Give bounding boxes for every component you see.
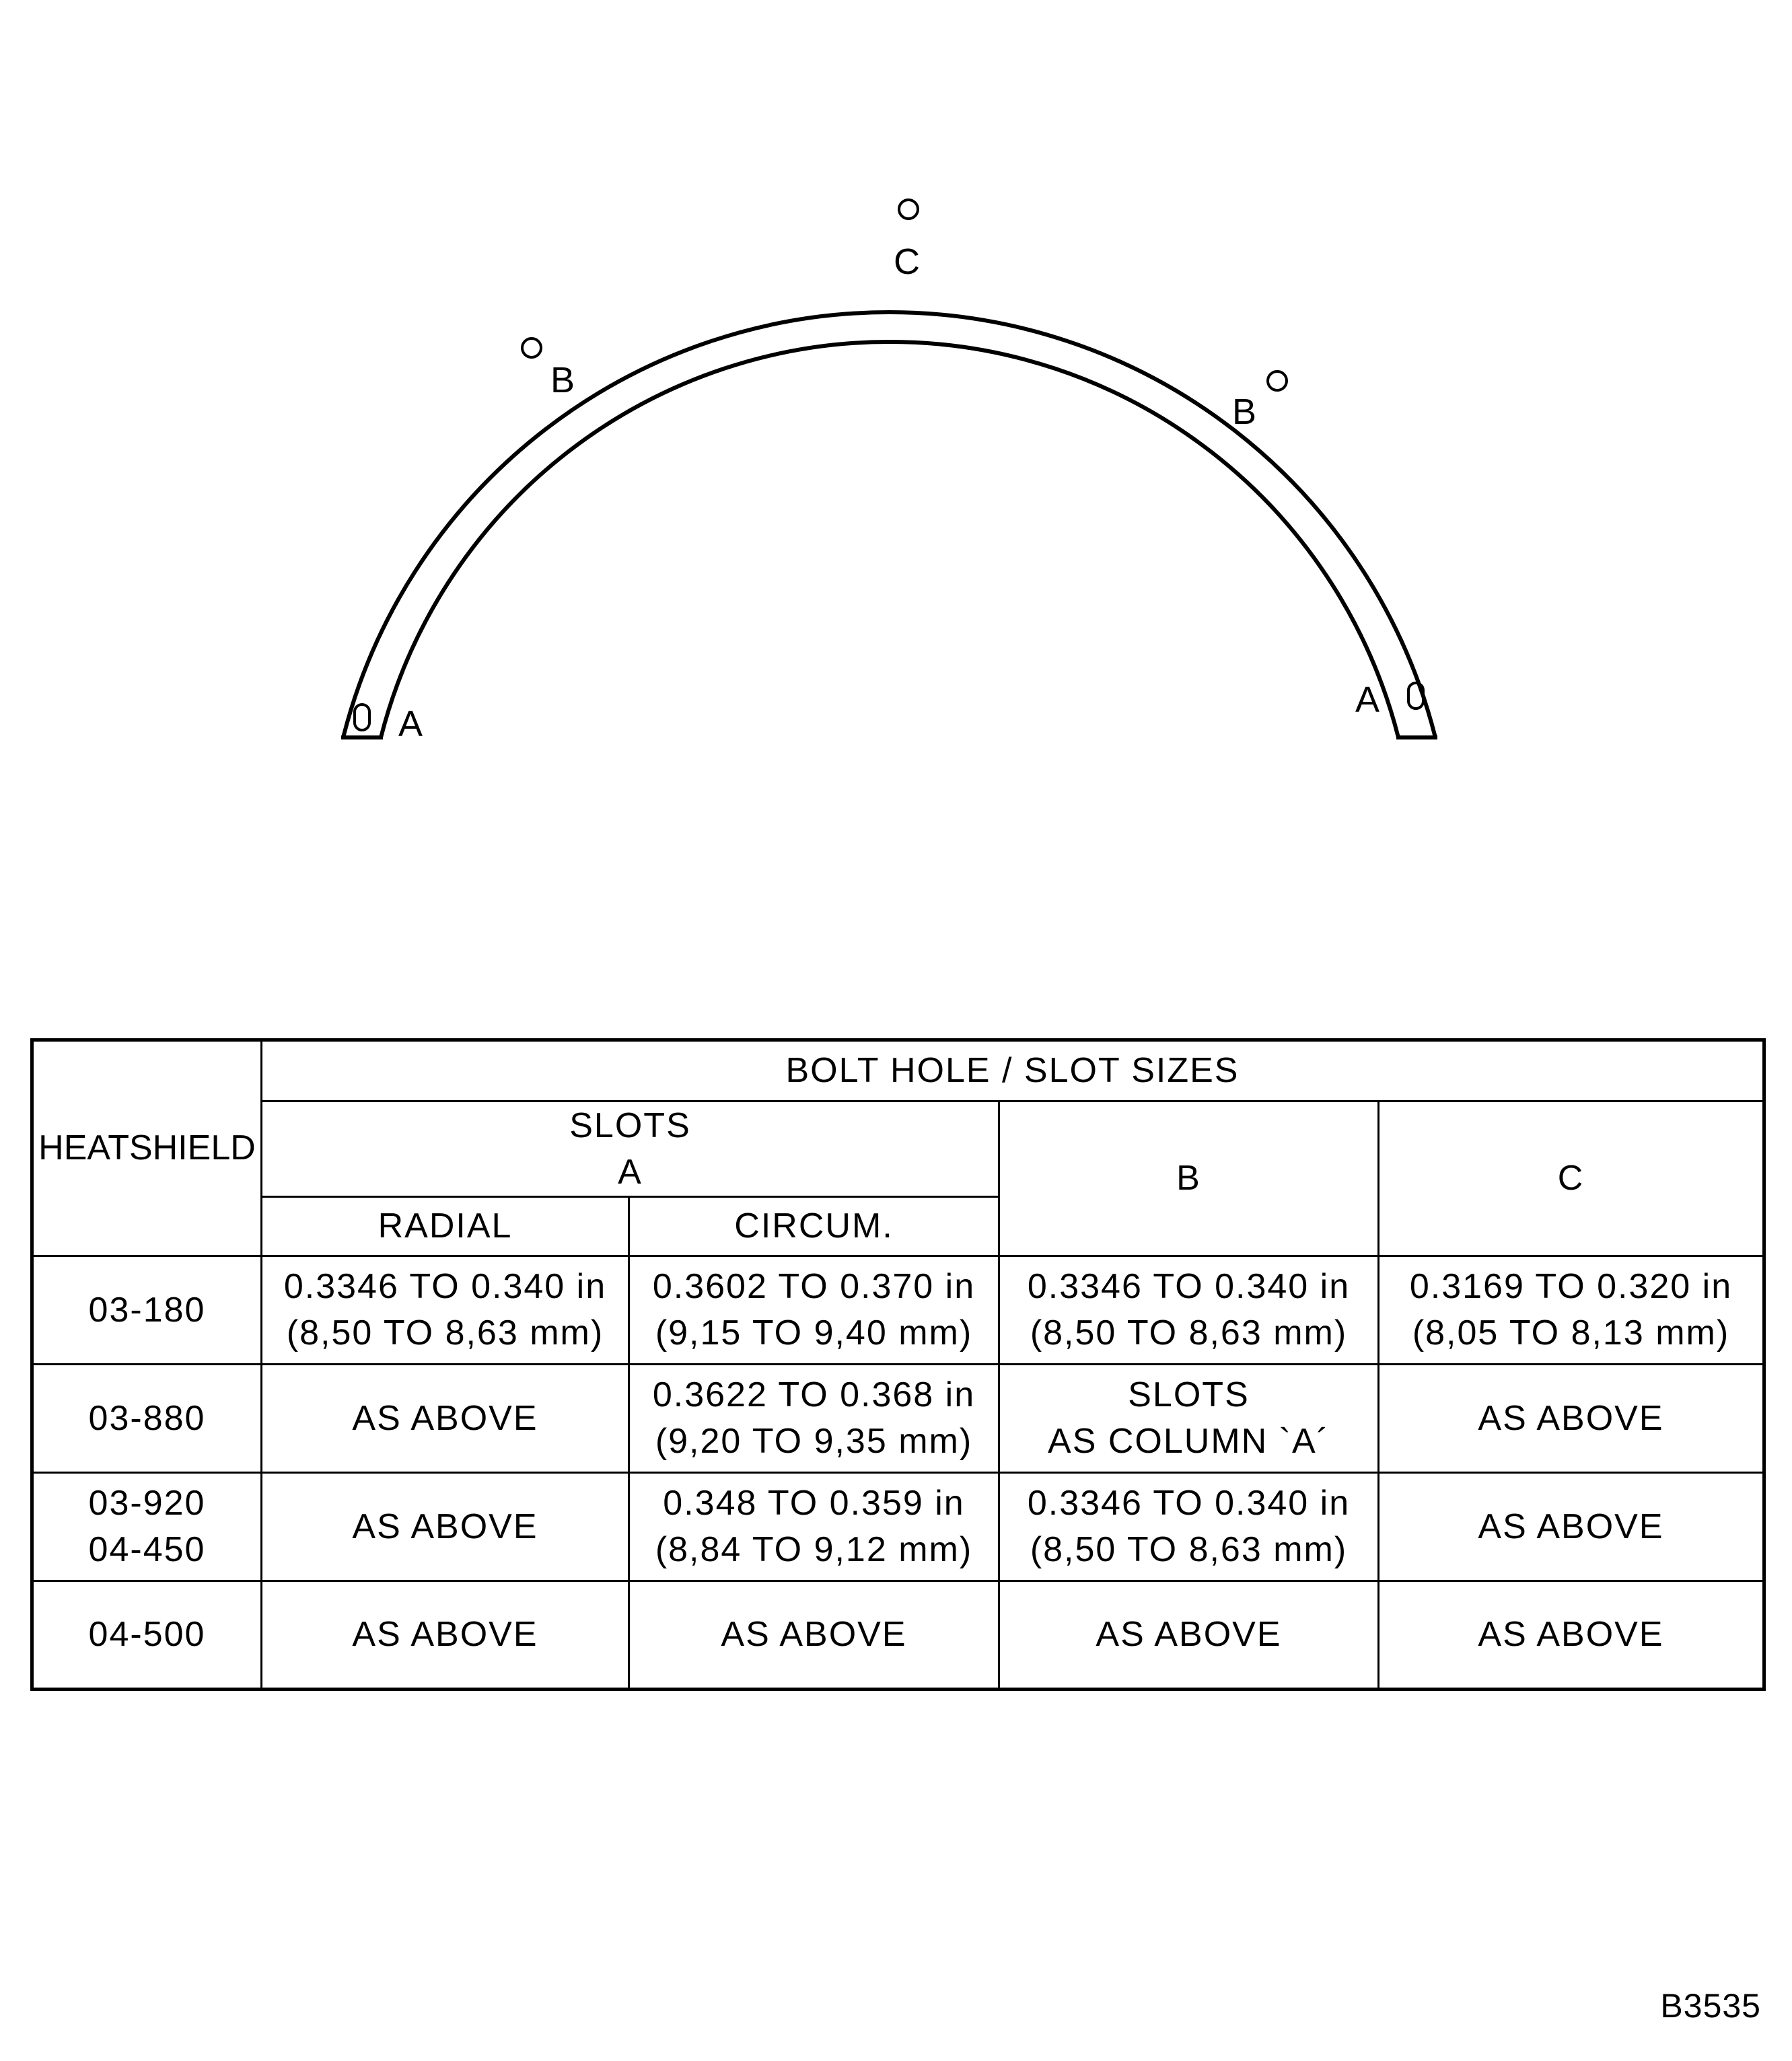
cell-radial-line: 0.3346 TO 0.340 in	[283, 1267, 607, 1307]
cell-circum-line: (8,84 TO 9,12 mm)	[655, 1530, 973, 1569]
label-c-top: C	[894, 242, 920, 282]
slots-a-header-line-2: A	[618, 1152, 643, 1192]
cell-b	[999, 1365, 1379, 1473]
cell-c	[1379, 1256, 1764, 1365]
label-a-left: A	[398, 704, 423, 744]
slots-a-header-line-1: SLOTS	[569, 1106, 691, 1145]
cell-c	[1379, 1581, 1764, 1690]
cell-heatshield-line: 04-500	[88, 1615, 206, 1655]
cell-heatshield-line: 03-920	[88, 1484, 206, 1523]
cell-heatshield	[32, 1365, 262, 1473]
cell-circum-line: AS ABOVE	[721, 1615, 907, 1655]
cell-radial	[262, 1256, 629, 1365]
cell-c-line: AS ABOVE	[1478, 1398, 1664, 1438]
cell-heatshield	[32, 1473, 262, 1581]
cell-heatshield	[32, 1256, 262, 1365]
heatshield-outer-edge	[343, 312, 1435, 737]
cell-circum-line: (9,15 TO 9,40 mm)	[655, 1313, 973, 1352]
cell-circum	[629, 1365, 999, 1473]
cell-b-line: AS ABOVE	[1096, 1615, 1282, 1655]
heatshield-diagram	[0, 0, 1792, 875]
cell-circum	[629, 1581, 999, 1690]
cell-b-line: (8,50 TO 8,63 mm)	[1030, 1313, 1348, 1352]
cell-heatshield	[32, 1581, 262, 1690]
label-b-left: B	[550, 360, 575, 400]
cell-b-line: 0.3346 TO 0.340 in	[1027, 1267, 1351, 1307]
cell-circum	[629, 1473, 999, 1581]
cell-radial-line: (8,50 TO 8,63 mm)	[286, 1313, 604, 1352]
table-row	[32, 1581, 1764, 1690]
circum-column-header: CIRCUM.	[629, 1197, 999, 1256]
slot-a-left	[355, 704, 369, 730]
cell-radial-line: AS ABOVE	[352, 1615, 538, 1655]
cell-circum-line: 0.3602 TO 0.370 in	[652, 1267, 976, 1307]
bolt-hole-slot-sizes-header: BOLT HOLE / SLOT SIZES	[262, 1040, 1764, 1101]
cell-heatshield-line: 04-450	[88, 1530, 206, 1569]
cell-circum	[629, 1256, 999, 1365]
hole-b-right	[1268, 371, 1287, 390]
cell-circum-line: 0.3622 TO 0.368 in	[652, 1375, 976, 1415]
cell-c-line: (8,05 TO 8,13 mm)	[1412, 1313, 1730, 1352]
cell-radial-line: AS ABOVE	[352, 1507, 538, 1546]
cell-radial-line: AS ABOVE	[352, 1398, 538, 1438]
cell-radial	[262, 1365, 629, 1473]
cell-b-line: 0.3346 TO 0.340 in	[1027, 1484, 1351, 1523]
cell-circum-line: 0.348 TO 0.359 in	[663, 1484, 965, 1523]
figure-id: B3535	[1660, 1987, 1761, 2025]
heatshield-column-header: HEATSHIELD	[32, 1040, 262, 1256]
table-row	[32, 1256, 1764, 1365]
hole-c	[899, 200, 918, 219]
cell-c	[1379, 1365, 1764, 1473]
cell-b	[999, 1581, 1379, 1690]
cell-radial	[262, 1473, 629, 1581]
cell-b-line: AS COLUMN `A´	[1048, 1422, 1330, 1461]
cell-radial	[262, 1581, 629, 1690]
table-row	[32, 1473, 1764, 1581]
cell-heatshield-line: 03-180	[88, 1290, 206, 1330]
c-column-header: C	[1379, 1101, 1764, 1256]
cell-b	[999, 1256, 1379, 1365]
table-row	[32, 1365, 1764, 1473]
slots-a-header	[262, 1101, 999, 1197]
cell-b-line: (8,50 TO 8,63 mm)	[1030, 1530, 1348, 1569]
cell-b	[999, 1473, 1379, 1581]
cell-c-line: 0.3169 TO 0.320 in	[1409, 1267, 1733, 1307]
cell-heatshield-line: 03-880	[88, 1398, 206, 1438]
cell-c	[1379, 1473, 1764, 1581]
hole-b-left	[522, 338, 541, 357]
b-column-header: B	[999, 1101, 1379, 1256]
cell-b-line: SLOTS	[1128, 1375, 1250, 1415]
cell-c-line: AS ABOVE	[1478, 1615, 1664, 1655]
bolt-hole-slot-size-table	[30, 1038, 1766, 1691]
label-b-right: B	[1232, 392, 1257, 432]
cell-circum-line: (9,20 TO 9,35 mm)	[655, 1422, 973, 1461]
cell-c-line: AS ABOVE	[1478, 1507, 1664, 1546]
radial-column-header: RADIAL	[262, 1197, 629, 1256]
label-a-right: A	[1355, 680, 1380, 720]
